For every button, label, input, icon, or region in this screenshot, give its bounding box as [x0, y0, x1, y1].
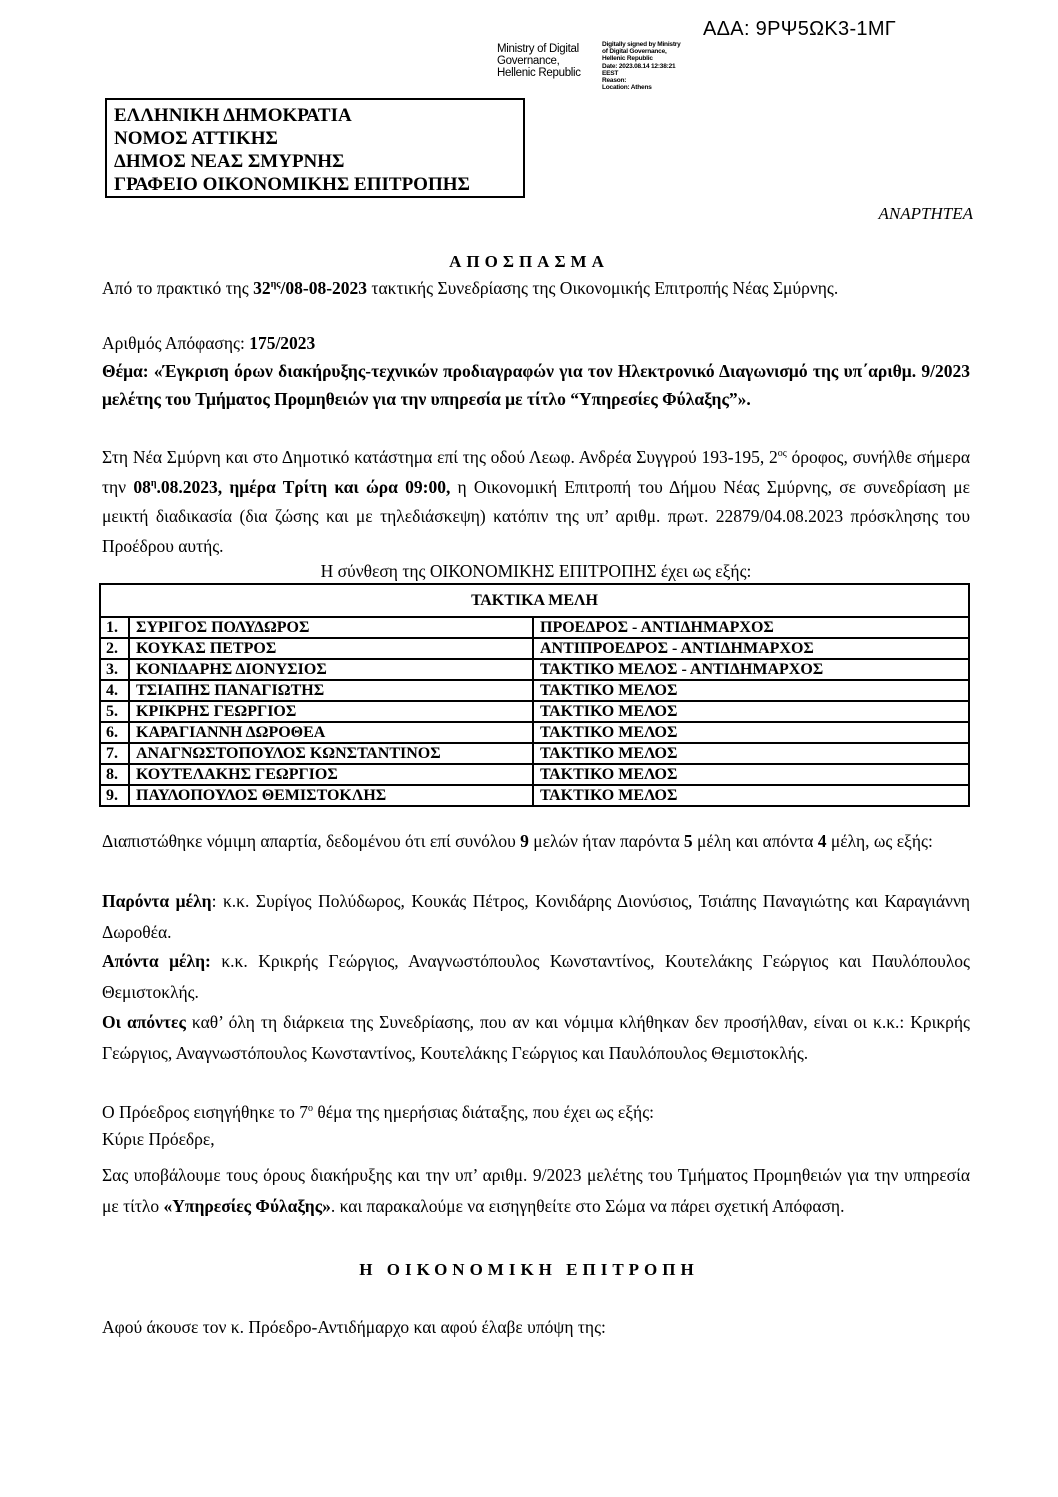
- proposal-text: Σας υποβάλουμε τους όρους διακήρυξης και την υπ’ αριθμ. 9/2023 μελέτης του Τμήματος Προμηθειών για την υπηρεσία με τίτλο: [102, 1165, 970, 1216]
- subject-paragraph: Θέμα: «Έγκριση όρων διακήρυξης-τεχνικών προδιαγραφών για τον Ηλεκτρονικό Διαγωνισμό της υπ΄αριθμ. 9/2023 μελέτης του Τμήματος Προμηθειών για την υπηρεσία με τίτλο “Υπηρεσίες Φύλαξης”».: [102, 361, 970, 409]
- table-row: [100, 638, 969, 659]
- meeting-paragraph: [102, 443, 970, 561]
- members-table: [99, 583, 970, 807]
- proposal-paragraph: [102, 1160, 970, 1221]
- authority-line: ΝΟΜΟΣ ΑΤΤΙΚΗΣ: [114, 128, 278, 149]
- quorum-paragraph: [102, 826, 970, 857]
- table-row: [100, 743, 969, 764]
- member-num: 2.: [100, 638, 129, 659]
- present-members-text: : κ.κ. Συρίγος Πολύδωρος, Κουκάς Πέτρος, Κονιδάρης Διονύσιος, Τσιάπης Παναγιώτης και Καραγιάννη Δωροθέα.: [102, 891, 971, 942]
- table-row: [100, 785, 969, 806]
- closing-line: Αφού άκουσε τον κ. Πρόεδρο-Αντιδήμαρχο και αφού έλαβε υπόψη της:: [102, 1317, 606, 1337]
- session-num: 32: [253, 278, 271, 298]
- decision-number: 175/2023: [249, 333, 316, 353]
- member-name: ΚΑΡΑΓΙΑΝΝΗ ΔΩΡΟΘΕΑ: [129, 722, 533, 743]
- ada-code: ΑΔΑ: 9ΡΨ5ΩΚ3-1ΜΓ: [703, 18, 897, 40]
- signature-detail-line: Reason:: [602, 77, 627, 85]
- authority-line: ΓΡΑΦΕΙΟ ΟΙΚΟΝΟΜΙΚΗΣ ΕΠΙΤΡΟΠΗΣ: [114, 174, 470, 195]
- member-role: ΤΑΚΤΙΚΟ ΜΕΛΟΣ - ΑΝΤΙΔΗΜΑΡΧΟΣ: [533, 659, 969, 680]
- agenda-text: Ο Πρόεδρος εισηγήθηκε το 7: [102, 1102, 309, 1122]
- signature-issuer-line: Hellenic Republic: [497, 67, 581, 79]
- member-role: ΤΑΚΤΙΚΟ ΜΕΛΟΣ: [533, 701, 969, 722]
- absentees-paragraph: [102, 1007, 970, 1068]
- signature-issuer-line: Ministry of Digital: [497, 43, 579, 55]
- session-sup: ης: [270, 279, 281, 291]
- posting-label: ΑΝΑΡΤΗΤΕΑ: [878, 204, 973, 223]
- quorum-text: μελών ήταν παρόντα: [528, 831, 684, 851]
- absentees-label: Οι απόντες: [102, 1012, 186, 1032]
- intro-paragraph: [102, 273, 970, 304]
- member-role: ΤΑΚΤΙΚΟ ΜΕΛΟΣ: [533, 764, 969, 785]
- signature-detail-line: Date: 2023.08.14 12:38:21: [602, 62, 676, 70]
- table-header-row: [100, 584, 969, 617]
- table-row: [100, 722, 969, 743]
- member-num: 3.: [100, 659, 129, 680]
- authority-line: ΕΛΛΗΝΙΚΗ ΔΗΜΟΚΡΑΤΙΑ: [114, 105, 352, 126]
- agenda-sup: ο: [308, 1103, 314, 1115]
- meeting-text: όροφος, συνήλθε σήμερα την: [102, 447, 970, 497]
- present-count: 5: [683, 831, 693, 851]
- member-num: 1.: [100, 617, 129, 638]
- signature-details: [602, 41, 681, 91]
- table-header: ΤΑΚΤΙΚΑ ΜΕΛΗ: [100, 584, 969, 617]
- date-rest: .08.2023, ημέρα Τρίτη και ώρα 09:00,: [156, 476, 451, 497]
- decision-label: Αριθμός Απόφασης:: [102, 333, 250, 353]
- signature-detail-line: EEST: [602, 69, 619, 77]
- signature-issuer-line: Governance,: [497, 55, 560, 67]
- member-role: ΠΡΟΕΔΡΟΣ - ΑΝΤΙΔΗΜΑΡΧΟΣ: [533, 617, 969, 638]
- signature-detail-line: Location: Athens: [602, 84, 652, 92]
- table-row: [100, 680, 969, 701]
- authority-header-box: [105, 98, 525, 198]
- member-num: 7.: [100, 743, 129, 764]
- authority-line: ΔΗΜΟΣ ΝΕΑΣ ΣΜΥΡΝΗΣ: [114, 151, 345, 172]
- total-members: 9: [520, 831, 529, 851]
- member-name: ΚΟΥΚΑΣ ΠΕΤΡΟΣ: [129, 638, 533, 659]
- member-name: ΑΝΑΓΝΩΣΤΟΠΟΥΛΟΣ ΚΩΝΣΤΑΝΤΙΝΟΣ: [129, 743, 533, 764]
- meeting-text: Στη Νέα Σμύρνη και στο Δημοτικό κατάστημα επί της οδού Λεωφ. Ανδρέα Συγγρού 193-195, 2: [102, 447, 778, 467]
- intro-text: Από το πρακτικό της: [102, 278, 254, 298]
- quorum-text: Διαπιστώθηκε νόμιμη απαρτία, δεδομένου ότι επί συνόλου: [102, 831, 521, 851]
- member-name: ΤΣΙΑΠΗΣ ΠΑΝΑΓΙΩΤΗΣ: [129, 680, 533, 701]
- proposal-text: . και παρακαλούμε να εισηγηθείτε στο Σώμα να πάρει σχετική Απόφαση.: [330, 1195, 845, 1216]
- committee-heading: Η ΟΙΚΟΝΟΜΙΚΗ ΕΠΙΤΡΟΠΗ: [359, 1260, 699, 1279]
- table-row: [100, 659, 969, 680]
- signature-issuer: [497, 43, 581, 79]
- table-row: [100, 617, 969, 638]
- proposal-title: «Υπηρεσίες Φύλαξης»: [163, 1195, 331, 1216]
- date-num: 08: [133, 476, 151, 497]
- member-num: 4.: [100, 680, 129, 701]
- salutation: Κύριε Πρόεδρε,: [102, 1129, 215, 1149]
- present-members-label: Παρόντα μέλη: [102, 891, 212, 911]
- member-role: ΑΝΤΙΠΡΟΕΔΡΟΣ - ΑΝΤΙΔΗΜΑΡΧΟΣ: [533, 638, 969, 659]
- quorum-text: μέλη και απόντα: [692, 831, 818, 851]
- agenda-line: [102, 1099, 970, 1126]
- member-role: ΤΑΚΤΙΚΟ ΜΕΛΟΣ: [533, 785, 969, 806]
- composition-line: Η σύνθεση της ΟΙΚΟΝΟΜΙΚΗΣ ΕΠΙΤΡΟΠΗΣ έχει ως εξής:: [320, 561, 752, 581]
- member-num: 5.: [100, 701, 129, 722]
- meeting-date: [133, 477, 450, 497]
- absentees-text: καθ’ όλη τη διάρκεια της Συνεδρίασης, που αν και νόμιμα κλήθηκαν δεν προσήλθαν, είναι οι κ.κ.: Κρικρής Γεώργιος, Αναγνωστόπουλος Κωνσταντίνος, Κουτελάκης Γεώργιος και Παυλόπουλος Θεμιστοκλής.: [102, 1012, 970, 1063]
- table-row: [100, 764, 969, 785]
- floor-sup: ος: [777, 448, 787, 460]
- absent-count: 4: [817, 831, 827, 851]
- member-name: ΚΟΥΤΕΛΑΚΗΣ ΓΕΩΡΓΙΟΣ: [129, 764, 533, 785]
- member-num: 6.: [100, 722, 129, 743]
- member-name: ΣΥΡΙΓΟΣ ΠΟΛΥΔΩΡΟΣ: [129, 617, 533, 638]
- meeting-text: η Οικονομική Επιτροπή του Δήμου Νέας Σμύρνης, σε συνεδρίαση με μεικτή διαδικασία (δια ζώσης και με τηλεδιάσκεψη) κατόπιν της υπ’ αριθμ. πρωτ. 22879/04.08.2023 πρόσκλησης του Προέδρου αυτής.: [102, 476, 970, 556]
- member-role: ΤΑΚΤΙΚΟ ΜΕΛΟΣ: [533, 722, 969, 743]
- member-role: ΤΑΚΤΙΚΟ ΜΕΛΟΣ: [533, 743, 969, 764]
- signature-detail-line: Digitally signed by Ministry: [602, 41, 681, 48]
- session-date: /08-08-2023: [280, 278, 368, 298]
- table-row: [100, 701, 969, 722]
- decision-number-line: [102, 328, 970, 359]
- member-role: ΤΑΚΤΙΚΟ ΜΕΛΟΣ: [533, 680, 969, 701]
- absent-members-paragraph: [102, 946, 970, 1007]
- intro-text-post: τακτικής Συνεδρίασης της Οικονομικής Επιτροπής Νέας Σμύρνης.: [367, 278, 839, 298]
- absent-members-label: Απόντα μέλη:: [102, 951, 211, 971]
- member-num: 9.: [100, 785, 129, 806]
- date-sup: η: [150, 477, 157, 489]
- agenda-text: θέμα της ημερήσιας διάταξης, που έχει ως εξής:: [313, 1102, 654, 1122]
- member-name: ΠΑΥΛΟΠΟΥΛΟΣ ΘΕΜΙΣΤΟΚΛΗΣ: [129, 785, 533, 806]
- signature-detail-line: of Digital Governance,: [602, 48, 667, 56]
- member-name: ΚΟΝΙΔΑΡΗΣ ΔΙΟΝΥΣΙΟΣ: [129, 659, 533, 680]
- present-members-paragraph: [102, 886, 970, 947]
- absent-members-text: κ.κ. Κρικρής Γεώργιος, Αναγνωστόπουλος Κωνσταντίνος, Κουτελάκης Γεώργιος και Παυλόπουλος Θεμιστοκλής.: [102, 951, 970, 1002]
- quorum-text: μέλη, ως εξής:: [826, 831, 933, 851]
- session-number: [253, 278, 367, 298]
- signature-detail-line: Hellenic Republic: [602, 55, 653, 63]
- document-title: ΑΠΟΣΠΑΣΜΑ: [449, 252, 609, 271]
- member-num: 8.: [100, 764, 129, 785]
- member-name: ΚΡΙΚΡΗΣ ΓΕΩΡΓΙΟΣ: [129, 701, 533, 722]
